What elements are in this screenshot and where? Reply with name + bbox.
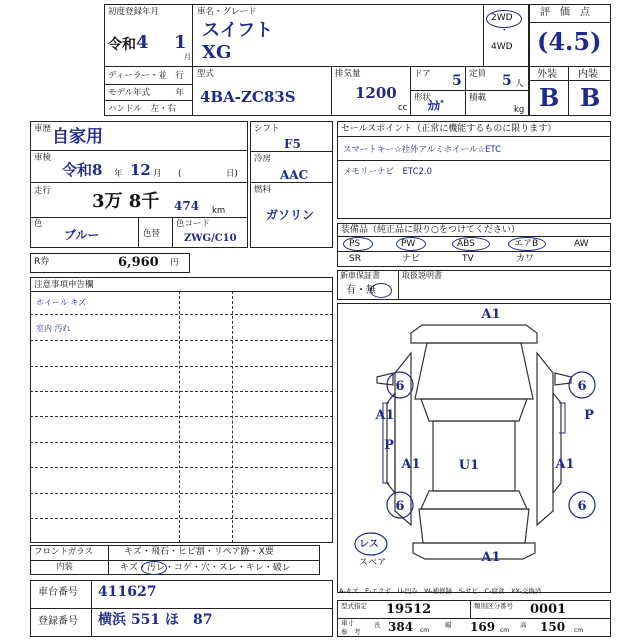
height-value: 150 xyxy=(540,620,566,634)
damage-code-right-door-front: P xyxy=(584,408,594,423)
divider xyxy=(30,608,333,609)
evaluation-score: (4.5) xyxy=(537,27,602,56)
length-label: 長 xyxy=(374,621,381,629)
cc-unit: cc xyxy=(398,103,408,113)
inspection-day-open: ( xyxy=(178,169,182,179)
size-label: 車寸 xyxy=(341,619,354,627)
shape-value: ｶｶﾞ xyxy=(428,99,447,113)
divider xyxy=(398,270,399,300)
form-label: 型式指定 xyxy=(341,602,367,610)
divider xyxy=(470,600,471,618)
first-registration-era: 令和 xyxy=(108,37,136,53)
drive-2wd: 2WD xyxy=(491,13,513,23)
ref-label: 参 考 xyxy=(341,628,361,636)
damage-code-left-side: A1 xyxy=(401,457,421,472)
divider xyxy=(410,66,411,116)
recycle-value: 6,960 xyxy=(118,255,159,270)
divider xyxy=(172,217,173,248)
class-value: 0001 xyxy=(530,602,567,617)
dashed-divider xyxy=(232,291,233,543)
shift-value: F5 xyxy=(284,137,301,151)
height-unit: cm xyxy=(574,627,584,634)
ac-value: AAC xyxy=(280,168,309,182)
ac-label: 冷房 xyxy=(254,154,272,164)
inspection-era: 令和8 xyxy=(62,161,103,179)
kg-unit: kg xyxy=(514,105,525,115)
equipment-sr: SR xyxy=(349,254,361,264)
model-year-label: モデル年式 年 xyxy=(108,88,185,98)
first-registration-label: 初度登録年月 xyxy=(108,7,160,17)
interior-grade: B xyxy=(580,83,601,112)
km-unit: km xyxy=(212,206,226,216)
divider xyxy=(529,66,611,67)
dashed-divider xyxy=(30,391,333,392)
mileage-value: 3万 8千 xyxy=(92,191,160,212)
interior-condition-label: 内装 xyxy=(56,562,74,572)
car-outline xyxy=(377,325,571,559)
fuel-value: ガソリン xyxy=(266,208,315,222)
length-unit: cm xyxy=(420,627,430,634)
mileage-remainder: 474 xyxy=(174,199,200,213)
color-code-label: 色コード xyxy=(176,219,211,229)
divider xyxy=(250,151,333,152)
divider xyxy=(250,182,333,183)
dashed-divider xyxy=(30,518,333,519)
divider xyxy=(410,90,529,91)
color-label: 色 xyxy=(34,219,43,229)
warranty-label: 新車保証書 xyxy=(340,271,380,280)
type-label: 型式 xyxy=(197,69,215,79)
divider xyxy=(30,182,248,183)
dealer-label: ディーラー・並 行 xyxy=(108,71,184,81)
usage-value: 自家用 xyxy=(52,127,103,147)
damage-code-rear: A1 xyxy=(481,550,501,565)
first-registration-month: 1 xyxy=(174,32,187,53)
divider xyxy=(337,136,611,137)
capacity-label: 定員 xyxy=(469,69,487,79)
height-label: 高 xyxy=(520,621,527,629)
recycle-block xyxy=(30,253,190,273)
displacement-label: 排気量 xyxy=(335,69,361,79)
notes-block xyxy=(30,277,333,543)
color-value: ブルー xyxy=(64,228,100,242)
interior-condition-options: キズ・汚レ・コゲ・穴・スレ・キレ・破レ xyxy=(120,563,291,573)
dashed-divider xyxy=(30,467,333,468)
displacement-value: 1200 xyxy=(355,84,397,102)
fuel-label: 燃料 xyxy=(254,185,272,195)
divider xyxy=(192,4,193,116)
model-grade-label: 車名・グレード xyxy=(197,7,257,17)
form-value: 19512 xyxy=(386,602,432,617)
plate-value: 横浜 551 ほ 87 xyxy=(98,612,213,628)
dashed-divider xyxy=(30,314,333,315)
color-swap-label: 色替 xyxy=(143,229,161,239)
dashed-divider xyxy=(30,416,333,417)
capacity-value: 5 xyxy=(502,73,512,89)
sales-points-title: セールスポイント（正常に機能するものに限ります） xyxy=(341,124,557,134)
shift-label: シフト xyxy=(254,124,280,134)
sales-point-line-1: スマートキー☆社外アルミホイール☆ETC xyxy=(343,145,502,155)
grade: XG xyxy=(202,42,232,63)
divider xyxy=(483,4,484,66)
divider xyxy=(337,618,611,619)
car-name: スイフト xyxy=(202,20,274,41)
sales-point-line-2: メモリーナビ ETC2.0 xyxy=(343,167,433,177)
warranty-options: 有・無 xyxy=(346,285,376,296)
divider xyxy=(91,580,92,637)
equipment-leather: カワ xyxy=(516,254,535,264)
divider xyxy=(529,22,611,23)
inspection-month: 12 xyxy=(130,161,151,179)
yen-unit: 円 xyxy=(170,258,179,268)
dashed-divider xyxy=(179,291,180,543)
damage-code-roof: U1 xyxy=(458,458,480,473)
divider xyxy=(30,560,320,561)
exterior-label: 外装 xyxy=(537,69,557,80)
divider xyxy=(104,84,192,85)
dashed-divider xyxy=(30,442,333,443)
first-registration-year: 4 xyxy=(136,32,149,53)
divider xyxy=(104,100,192,101)
load-label: 積載 xyxy=(469,93,487,103)
notes-line-2: 室内 汚れ xyxy=(36,324,71,333)
equipment-airbag: エアB xyxy=(514,239,539,249)
class-label: 類別区分番号 xyxy=(474,602,513,610)
spare-label: スペア xyxy=(359,558,387,565)
mileage-label: 走行 xyxy=(34,186,52,196)
door-value: 5 xyxy=(452,73,462,89)
handle-label: ハンドル 左・右 xyxy=(108,104,177,114)
color-code-value: ZWG/C10 xyxy=(184,233,237,244)
divider xyxy=(138,217,139,248)
exterior-grade: B xyxy=(539,83,560,112)
notes-line-1: ホイール キズ xyxy=(36,298,87,307)
spare-circle-text: レス xyxy=(359,539,379,550)
equipment-pw: PW xyxy=(401,239,416,249)
divider xyxy=(337,160,611,161)
capacity-unit: 人 xyxy=(515,79,524,89)
divider xyxy=(529,80,611,81)
divider xyxy=(331,66,332,116)
usage-label: 車歴 xyxy=(34,124,52,134)
divider xyxy=(465,66,466,116)
equipment-tv: TV xyxy=(462,254,474,264)
dashed-divider xyxy=(30,366,333,367)
equipment-navi: ナビ xyxy=(402,254,421,264)
inspection-label: 車検 xyxy=(34,153,52,163)
damage-legend: A-キズ E-エクボ U-凹み W-補修跡 S-サビ C-腐食 XX-交換済 xyxy=(339,587,542,595)
dashed-divider xyxy=(30,493,333,494)
divider xyxy=(568,66,569,116)
frame-label: 車台番号 xyxy=(38,587,78,598)
notes-title: 注意事項申告欄 xyxy=(34,280,94,290)
damage-code-left-door-front: A1 xyxy=(375,408,395,423)
evaluation-label: 評 価 点 xyxy=(540,7,590,18)
windshield-options: キズ・飛石・ヒビ割・リペア跡・X要 xyxy=(124,547,274,557)
windshield-label: フロントガラス xyxy=(34,547,93,557)
damage-code-left-door-rear: P xyxy=(384,438,394,453)
equipment-aw: AW xyxy=(574,239,589,249)
divider xyxy=(30,291,333,292)
drive-separator: ・ xyxy=(500,26,509,36)
dashed-divider xyxy=(30,340,333,341)
damage-code-wheel-rl: 6 xyxy=(395,499,405,514)
divider xyxy=(337,251,611,252)
width-label: 幅 xyxy=(445,621,452,629)
damage-code-right-side: A1 xyxy=(555,457,575,472)
damage-code-wheel-rr: 6 xyxy=(577,499,587,514)
inspection-month-unit: 月 xyxy=(153,169,162,179)
manual-label: 取扱説明書 xyxy=(402,271,442,280)
damage-code-wheel-fr: 6 xyxy=(577,379,587,394)
interior-label: 内装 xyxy=(578,69,598,80)
equipment-title: 装備品（純正品に限り○をつけてください） xyxy=(341,225,520,235)
divider xyxy=(30,150,248,151)
shape-label: 形状 xyxy=(414,93,432,103)
divider xyxy=(30,217,248,218)
width-value: 169 xyxy=(470,620,496,634)
drive-4wd: 4WD xyxy=(491,42,513,52)
frame-value: 411627 xyxy=(98,584,157,600)
width-unit: cm xyxy=(500,627,510,634)
door-label: ドア xyxy=(414,69,431,79)
equipment-abs: ABS xyxy=(457,239,475,249)
equipment-ps: PS xyxy=(349,239,361,249)
damage-code-wheel-fl: 6 xyxy=(395,379,405,394)
type-value: 4BA-ZC83S xyxy=(200,88,296,106)
plate-label: 登録番号 xyxy=(38,616,78,627)
recycle-label: R券 xyxy=(34,257,50,267)
month-unit: 月 xyxy=(184,53,191,61)
length-value: 384 xyxy=(388,620,414,634)
inspection-year-unit: 年 xyxy=(114,169,123,179)
divider xyxy=(108,545,109,575)
car-damage-diagram xyxy=(337,303,611,565)
inspection-day-close: 日) xyxy=(226,169,238,179)
damage-code-front: A1 xyxy=(481,307,501,322)
